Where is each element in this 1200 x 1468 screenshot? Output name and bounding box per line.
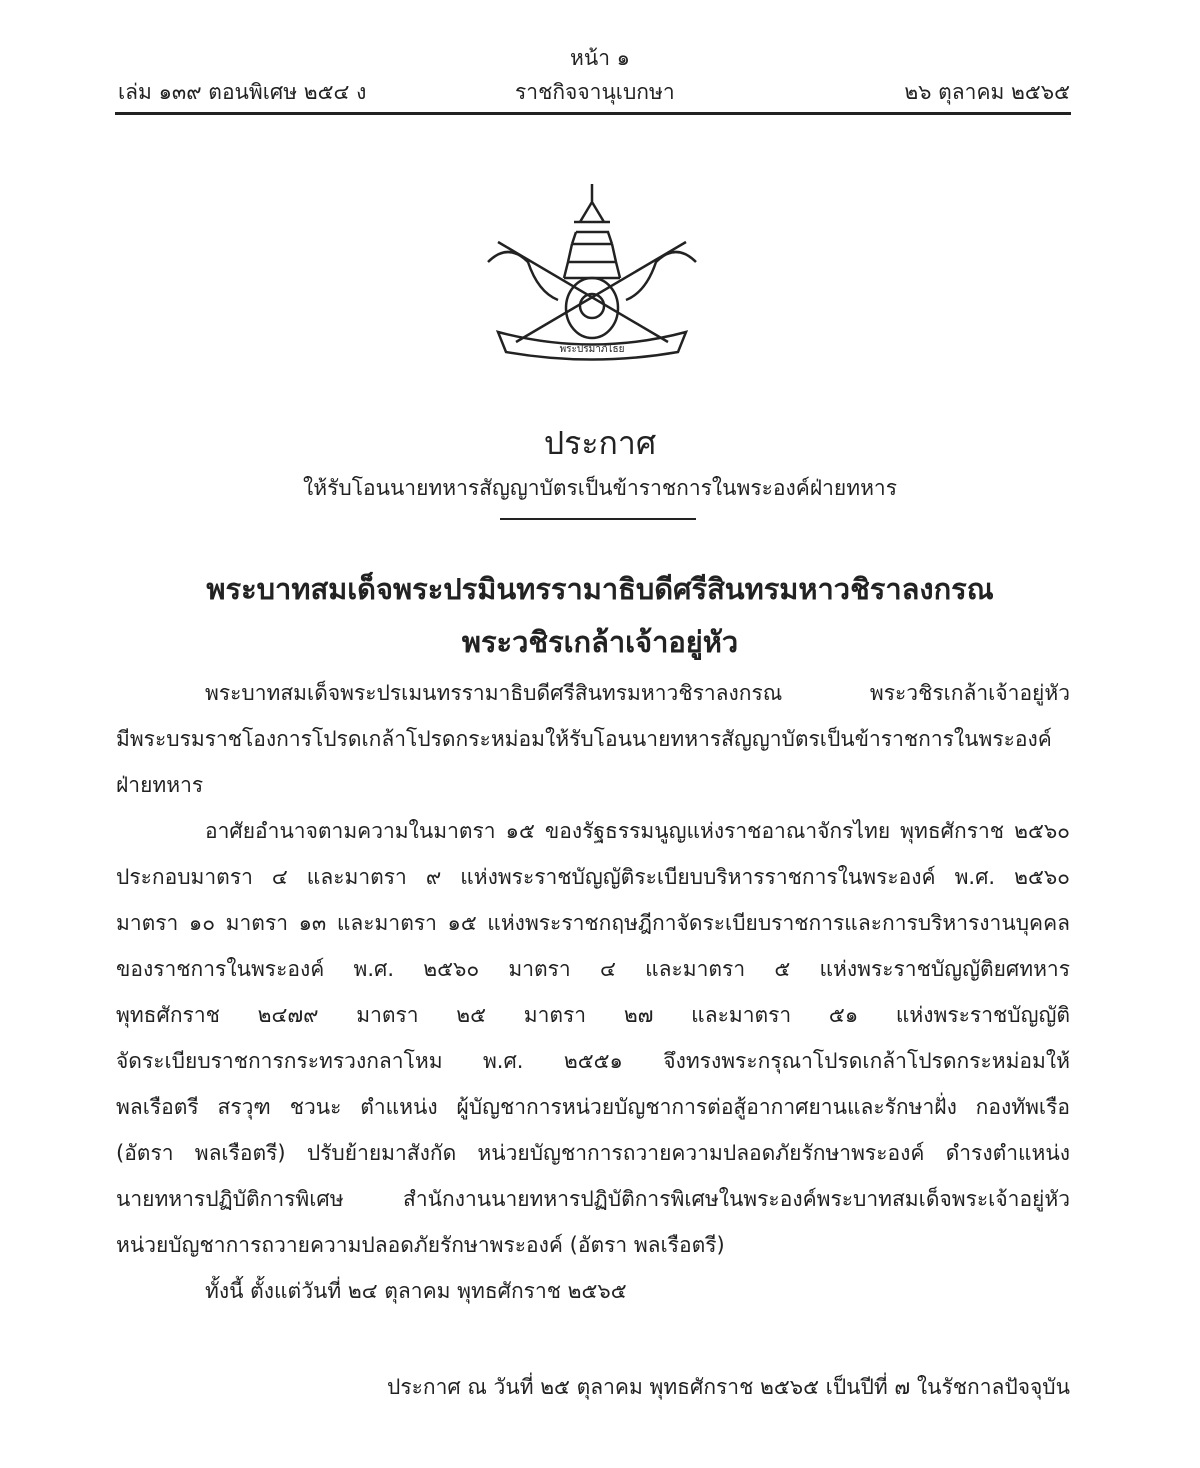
body-line: หน่วยบัญชาการถวายความปลอดภัยรักษาพระองค์ (อัตรา พลเรือตรี): [116, 1233, 725, 1257]
header-rule: [115, 112, 1071, 115]
body-line: นายทหารปฏิบัติการพิเศษ สำนักงานนายทหารปฏิบัติการพิเศษในพระองค์พระบาทสมเด็จพระเจ้าอยู่หัว: [116, 1187, 1070, 1211]
emblem-inscription: พระปรมาภิไธย: [559, 344, 625, 355]
king-name-line-1: พระบาทสมเด็จพระปรมินทรรามาธิบดีศรีสินทรมหาวชิราลงกรณ: [206, 572, 994, 606]
body-line: จัดระเบียบราชการกระทรวงกลาโหม พ.ศ. ๒๕๕๑ จึงทรงพระกรุณาโปรดเกล้าโปรดกระหม่อมให้: [116, 1049, 1070, 1073]
body-line: ของราชการในพระองค์ พ.ศ. ๒๕๖๐ มาตรา ๔ และมาตรา ๕ แห่งพระราชบัญญัติยศทหาร: [116, 957, 1070, 981]
closing-date-line: ประกาศ ณ วันที่ ๒๕ ตุลาคม พุทธศักราช ๒๕๖๕ เป็นปีที่ ๗ ในรัชกาลปัจจุบัน: [386, 1375, 1070, 1399]
body-line: ประกอบมาตรา ๔ และมาตรา ๙ แห่งพระราชบัญญัติระเบียบบริหารราชการในพระองค์ พ.ศ. ๒๕๖๐: [116, 865, 1070, 889]
volume-issue: เล่ม ๑๓๙ ตอนพิเศษ ๒๕๔ ง: [118, 80, 367, 104]
publication-date: ๒๖ ตุลาคม ๒๕๖๕: [904, 80, 1070, 104]
publication-name: ราชกิจจานุเบกษา: [515, 80, 675, 104]
document-title: ประกาศ: [543, 424, 657, 462]
body-line: (อัตรา พลเรือตรี) ปรับย้ายมาสังกัด หน่วยบัญชาการถวายความปลอดภัยรักษาพระองค์ ดำรงตำแหน่ง: [116, 1141, 1070, 1165]
page-number: หน้า ๑: [570, 46, 630, 70]
king-name-line-2: พระวชิรเกล้าเจ้าอยู่หัว: [461, 625, 739, 659]
document-subtitle: ให้รับโอนนายทหารสัญญาบัตรเป็นข้าราชการในพระองค์ฝ่ายทหาร: [302, 476, 897, 500]
body-line: มาตรา ๑๐ มาตรา ๑๓ และมาตรา ๑๕ แห่งพระราชกฤษฎีกาจัดระเบียบราชการและการบริหารงานบุคคล: [116, 911, 1070, 935]
body-line: ฝ่ายทหาร: [116, 773, 204, 797]
body-line: ทั้งนี้ ตั้งแต่วันที่ ๒๔ ตุลาคม พุทธศักราช ๒๕๖๕: [205, 1279, 627, 1303]
title-rule: [500, 518, 696, 520]
body-line: มีพระบรมราชโองการโปรดเกล้าโปรดกระหม่อมให้รับโอนนายทหารสัญญาบัตรเป็นข้าราชการในพระองค์: [116, 727, 1052, 751]
body-line: อาศัยอำนาจตามความในมาตรา ๑๕ ของรัฐธรรมนูญแห่งราชอาณาจักรไทย พุทธศักราช ๒๕๖๐: [205, 819, 1070, 843]
royal-emblem-icon: [468, 182, 716, 362]
body-line: พุทธศักราช ๒๔๗๙ มาตรา ๒๕ มาตรา ๒๗ และมาตรา ๕๑ แห่งพระราชบัญญัติ: [116, 1003, 1070, 1027]
body-line: พระบาทสมเด็จพระปรเมนทรรามาธิบดีศรีสินทรมหาวชิราลงกรณ พระวชิรเกล้าเจ้าอยู่หัว: [205, 681, 1070, 705]
body-line: พลเรือตรี สรวุฑ ชวนะ ตำแหน่ง ผู้บัญชาการหน่วยบัญชาการต่อสู้อากาศยานและรักษาฝั่ง กองทัพเรือ: [116, 1095, 1070, 1119]
